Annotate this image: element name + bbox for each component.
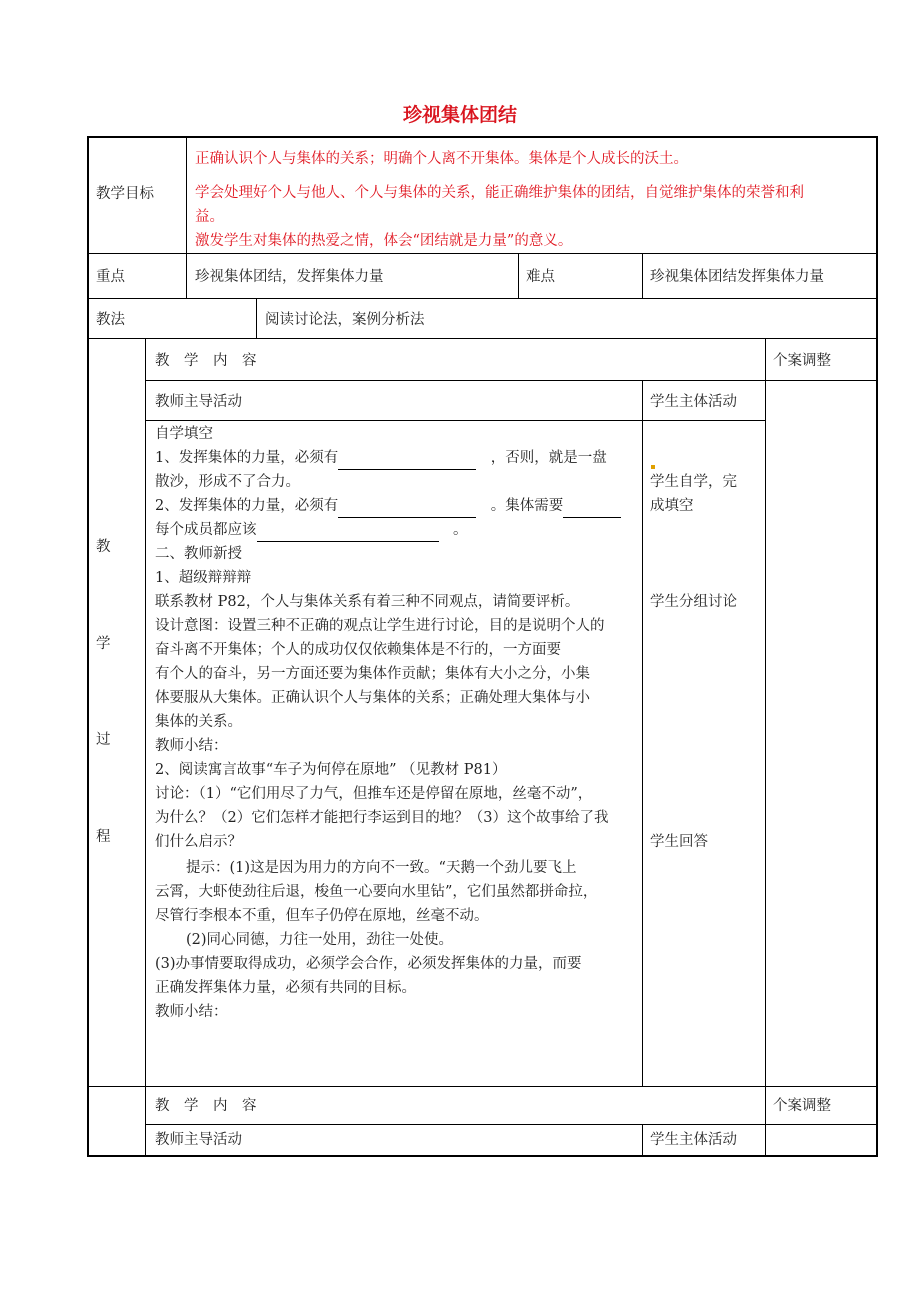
difficulty-value: 珍视集体团结发挥集体力量 bbox=[650, 269, 824, 285]
teacher-line: 云霄，大虾使劲往后退，梭鱼一心要向水里钻”，它们虽然都拼命拉， bbox=[155, 884, 598, 900]
teacher-line: 1、发挥集体的力量，必须有 ，否则，就是一盘 bbox=[155, 446, 607, 470]
fill-blank bbox=[563, 501, 621, 518]
fill-blank bbox=[257, 525, 439, 542]
teacher-line: 有个人的奋斗，另一方面还要为集体作贡献；集体有大小之分，小集 bbox=[155, 666, 590, 682]
teacher-line: 教师小结： bbox=[155, 738, 228, 754]
footer-student-header: 学生主体活动 bbox=[650, 1132, 737, 1148]
teacher-line: 联系教材 P82，个人与集体关系有着三种不同观点，请简要评析。 bbox=[155, 594, 580, 610]
content-header: 教 学 内 容 bbox=[155, 353, 257, 369]
student-line: 学生分组讨论 bbox=[650, 594, 737, 610]
teacher-line: 每个成员都应该 。 bbox=[155, 518, 468, 542]
teacher-line: 讨论：（1）“它们用尽了力气，但推车还是停留在原地，丝毫不动”， bbox=[155, 786, 593, 802]
page-title: 珍视集体团结 bbox=[402, 104, 517, 126]
teacher-line: (3)办事情要取得成功，必须学会合作，必须发挥集体的力量，而要 bbox=[155, 956, 582, 972]
teacher-line: 奋斗离不开集体；个人的成功仅仅依赖集体是不行的，一方面要 bbox=[155, 642, 561, 658]
footer-content-header: 教 学 内 容 bbox=[155, 1098, 257, 1114]
teacher-line: 1、超级辩辩辩 bbox=[155, 570, 252, 586]
teacher-line: (2)同心同德，力往一处用，劲往一处使。 bbox=[186, 932, 454, 948]
teacher-line: 尽管行李根本不重，但车子仍停在原地，丝毫不动。 bbox=[155, 908, 489, 924]
method-label: 教法 bbox=[96, 312, 125, 328]
teacher-line: 提示：(1)这是因为用力的方向不一致。“天鹅一个劲儿要飞上 bbox=[186, 860, 577, 876]
process-label-char-1: 教 bbox=[96, 539, 111, 555]
difficulty-label: 难点 bbox=[526, 269, 555, 285]
teacher-line: 集体的关系。 bbox=[155, 714, 242, 730]
marker-dot bbox=[651, 465, 655, 469]
teacher-line: 体要服从大集体。正确认识个人与集体的关系；正确处理大集体与小 bbox=[155, 690, 590, 706]
teacher-header: 教师主导活动 bbox=[155, 394, 242, 410]
objective-line-4: 激发学生对集体的热爱之情，体会“团结就是力量”的意义。 bbox=[195, 233, 573, 249]
teacher-line: 2、阅读寓言故事“车子为何停在原地” （见教材 P81） bbox=[155, 762, 507, 778]
teacher-line: 们什么启示？ bbox=[155, 834, 242, 850]
student-header: 学生主体活动 bbox=[650, 394, 737, 410]
focus-value: 珍视集体团结，发挥集体力量 bbox=[195, 269, 384, 285]
teacher-line: 教师小结： bbox=[155, 1004, 228, 1020]
teacher-line: 散沙，形成不了合力。 bbox=[155, 474, 300, 490]
student-line: 学生自学，完 bbox=[650, 474, 737, 490]
footer-teacher-header: 教师主导活动 bbox=[155, 1132, 242, 1148]
student-line: 学生回答 bbox=[650, 834, 708, 850]
process-label-char-4: 程 bbox=[96, 829, 111, 845]
adjust-header: 个案调整 bbox=[773, 353, 831, 369]
student-line: 成填空 bbox=[650, 498, 694, 514]
process-label-char-2: 学 bbox=[96, 636, 111, 652]
teacher-line: 二、教师新授 bbox=[155, 546, 242, 562]
objective-line-2: 学会处理好个人与他人、个人与集体的关系，能正确维护集体的团结，自觉维护集体的荣誉和利 bbox=[195, 185, 804, 201]
teacher-line: 设计意图：设置三种不正确的观点让学生进行讨论，目的是说明个人的 bbox=[155, 618, 605, 634]
footer-adjust-header: 个案调整 bbox=[773, 1098, 831, 1114]
fill-blank bbox=[338, 501, 476, 518]
focus-label: 重点 bbox=[96, 269, 125, 285]
teacher-line: 自学填空 bbox=[155, 426, 213, 442]
teacher-line: 2、发挥集体的力量，必须有 。集体需要 bbox=[155, 494, 621, 518]
process-label-char-3: 过 bbox=[96, 732, 111, 748]
objectives-label: 教学目标 bbox=[96, 186, 154, 202]
teacher-line: 为什么？（2）它们怎样才能把行李运到目的地？（3）这个故事给了我 bbox=[155, 810, 609, 826]
method-value: 阅读讨论法，案例分析法 bbox=[265, 312, 425, 328]
objective-line-3: 益。 bbox=[195, 209, 224, 225]
objective-line-1: 正确认识个人与集体的关系；明确个人离不开集体。集体是个人成长的沃土。 bbox=[195, 151, 688, 167]
fill-blank bbox=[338, 453, 476, 470]
teacher-line: 正确发挥集体力量，必须有共同的目标。 bbox=[155, 980, 416, 996]
